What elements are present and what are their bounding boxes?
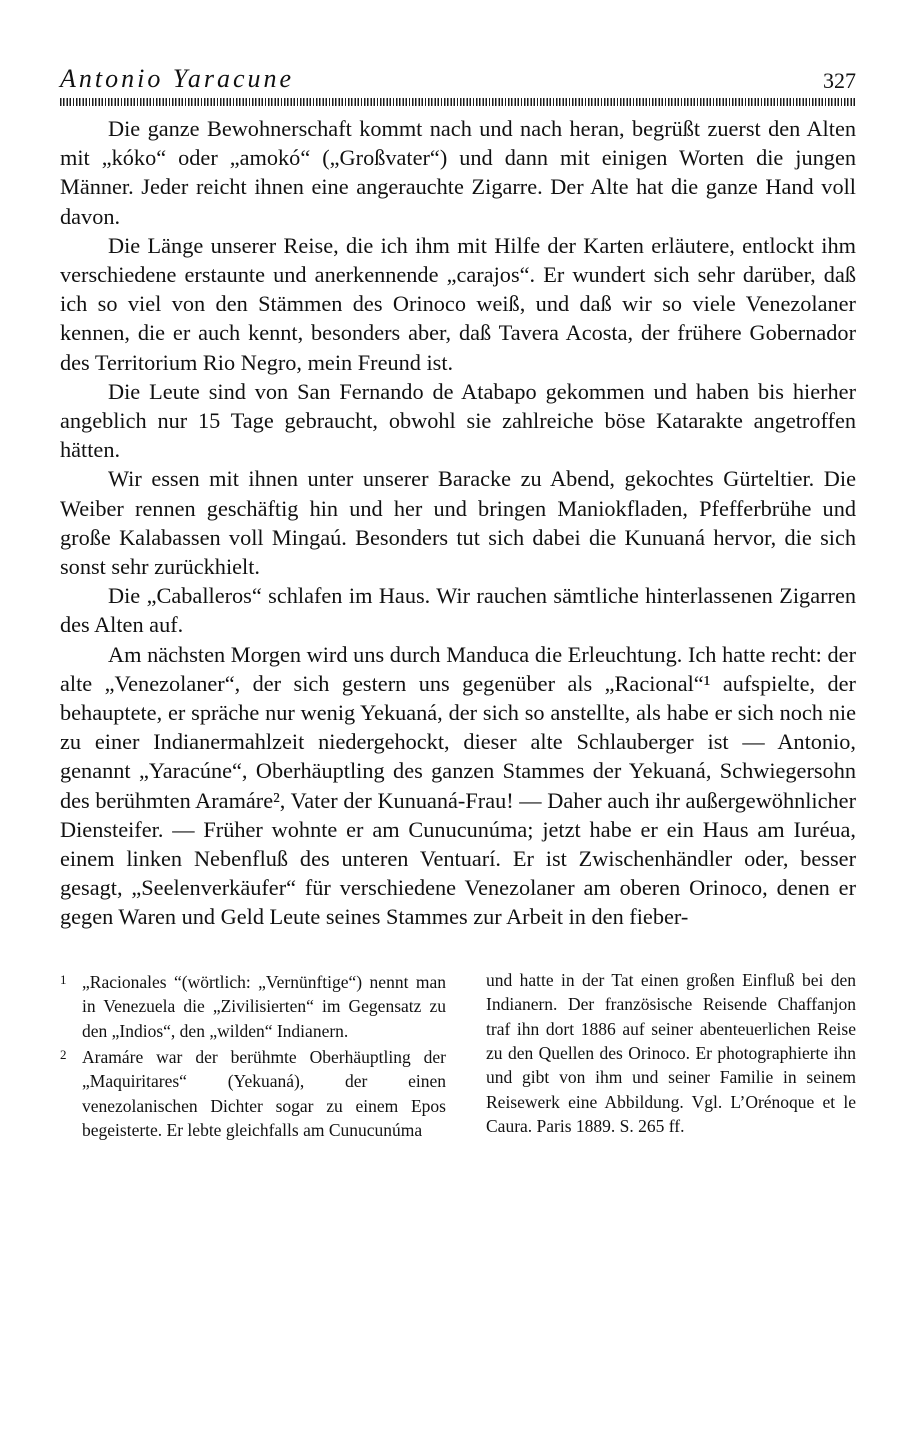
running-title: Antonio Yaracune xyxy=(60,64,295,93)
body-text xyxy=(60,114,856,932)
paragraph: Die Leute sind von San Fernando de Atabapo gekommen und haben bis hierher angeblich nur 15 Tage gebraucht, obwohl sie zahlreiche böse Katarakte angetroffen hätten. xyxy=(60,378,856,463)
running-head xyxy=(60,64,856,98)
footnotes xyxy=(60,968,856,1143)
footnote-2-continued: und hatte in der Tat einen großen Einfluß bei den Indianern. Der französische Reisende Chaffanjon traf ihn dort 1886 auf seiner abenteuerlichen Reise zu den Quellen des Orinoco. Er photographierte ihn und gibt von ihm und seiner Familie in seinem Reisewerk eine Abbildung. Vgl. L’Orénoque et le Caura. Paris 1889. S. 265 ff. xyxy=(486,969,856,1137)
footnote-column-left xyxy=(60,968,446,1143)
footnote-1 xyxy=(60,968,446,1043)
footnote-marker: 2 xyxy=(60,1046,67,1062)
paragraph: Die Länge unserer Reise, die ich ihm mit Hilfe der Karten erläutere, entlockt ihm verschiedene erstaunte und anerkennende „carajos“. Er wundert sich sehr darüber, daß ich so viel von den Stämmen des Orinoco weiß, und daß wir so viele Venezolaner kennen, die er auch kennt, besonders aber, daß Tavera Acosta, der frühere Gobernador des Territorium Rio Negro, mein Freund ist. xyxy=(60,232,856,375)
paragraph: Wir essen mit ihnen unter unserer Baracke zu Abend, gekochtes Gürteltier. Die Weiber rennen geschäftig hin und her und bringen Maniokfladen, Pfefferbrühe und große Kalabassen voll Mingaú. Besonders tut sich dabei die Kunuaná hervor, die sich sonst sehr zurückhielt. xyxy=(60,466,856,580)
footnote-marker: 1 xyxy=(60,971,67,987)
footnote-column-right xyxy=(486,968,856,1143)
footnote-text: „Racionales “(wörtlich: „Vernünftige“) nennt man in Venezuela die „Zivilisierten“ im Gegensatz zu den „Indios“, den „wilden“ Indianern. xyxy=(82,971,446,1041)
footnote-2 xyxy=(60,1043,446,1143)
header-rule xyxy=(60,98,856,106)
footnote-text: Aramáre war der berühmte Oberhäuptling der „Maquiritares“ (Yekuaná), der einen venezolanischen Dichter sogar zu einem Epos begeisterte. Er lebte gleichfalls am Cunucunúma xyxy=(82,1046,446,1141)
paragraph: Die „Caballeros“ schlafen im Haus. Wir rauchen sämtliche hinterlassenen Zigarren des Alten auf. xyxy=(60,583,856,638)
book-page xyxy=(60,64,856,1143)
page-number: 327 xyxy=(823,68,856,93)
paragraph: Die ganze Bewohnerschaft kommt nach und nach heran, begrüßt zuerst den Alten mit „kóko“ oder „amokó“ („Großvater“) und dann mit einigen Worten die jungen Männer. Jeder reicht ihnen eine angerauchte Zigarre. Der Alte hat die ganze Hand voll davon. xyxy=(60,116,856,229)
paragraph: Am nächsten Morgen wird uns durch Manduca die Erleuchtung. Ich hatte recht: der alte „Venezolaner“, der sich gestern uns gegenüber als „Racional“¹ aufspielte, der behauptete, er spräche nur wenig Yekuaná, der sich so anstellte, als habe er sich noch nie zu einer Indianermahlzeit niedergehockt, dieser alte Schlauberger ist — Antonio, genannt „Yaracúne“, Oberhäuptling des ganzen Stammes der Yekuaná, Schwiegersohn des berühmten Aramáre², Vater der Kunuaná-Frau! — Daher auch ihr außergewöhnlicher Diensteifer. — Früher wohnte er am Cunucunúma; jetzt habe er ein Haus am Iuréua, einem linken Nebenfluß des unteren Ventuarí. Er ist Zwischenhändler oder, besser gesagt, „Seelenverkäufer“ für verschiedene Venezolaner am oberen Orinoco, denen er gegen Waren und Geld Leute seines Stammes zur Arbeit in den fieber- xyxy=(60,641,856,930)
